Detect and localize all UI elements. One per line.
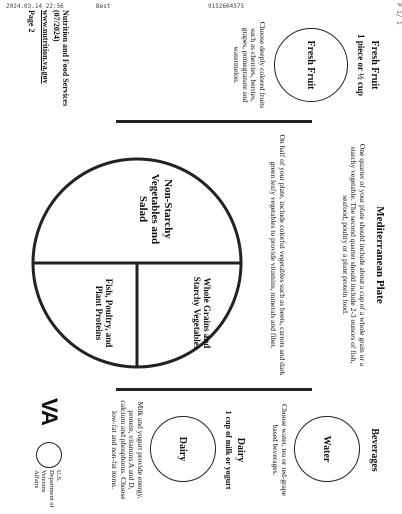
grains-label: Whole Grains and Starchy Vegetables — [191, 276, 212, 350]
fruit-subheading: 1 piece or ½ cup — [356, 33, 366, 97]
divider-left — [116, 120, 312, 123]
veg-note: On half of your plate, include colorful vegetables such as beets, carrots and dark green leafy vegetables to provide vitamins, minerals and fiber. — [269, 134, 287, 376]
va-logo: VA — [37, 398, 62, 425]
fruit-circle — [274, 28, 348, 102]
rotated-page — [4, 10, 396, 510]
beverages-description: Choose water, tea or red-grape based beverages. — [271, 404, 289, 496]
dairy-subheading: 1 cup of milk or yogurt — [224, 410, 233, 490]
plate-title: Mediterranean Plate — [374, 206, 386, 304]
fax-date: 2024.03.14 22:56 — [6, 3, 64, 10]
water-circle — [294, 416, 360, 482]
dairy-circle-label: Dairy — [177, 436, 189, 462]
fax-number: 9152604575 — [208, 3, 245, 10]
plate-section — [4, 122, 396, 388]
fax-sender: Best — [96, 3, 111, 10]
fruit-description: Choose deeply colored fruits such as cherries, berries, grapes, pomegranate and watermelon. — [232, 21, 267, 109]
fruit-circle-label: Fresh Fruit — [305, 40, 317, 90]
footer-org: Nutrition and Food Services (07/2024) — [51, 10, 70, 107]
plate-circle — [30, 156, 244, 370]
dairy-heading: Dairy — [235, 437, 246, 463]
va-seal-icon — [36, 442, 62, 468]
plate-intro: One quarter of your plate should include about a cup of a whole grain or a starchy vegetable. The second quarter should include 2-3 ounces of fish, seafood, poultry or a plant protein food. — [340, 143, 367, 367]
fax-page: P 1/ 1 — [395, 3, 402, 25]
divider-right — [116, 388, 312, 391]
fruit-section — [4, 10, 396, 120]
drinks-section — [4, 390, 396, 510]
footer-page: Page 2 — [27, 10, 36, 33]
protein-label: Fish, Poultry, and Plant Proteins — [93, 278, 114, 348]
dairy-description: Milk and yogurt provide energy, protein, vitamins A and D, calcium and phosphorus. Choose low-fat and non-fat items. — [110, 400, 145, 500]
fruit-heading: Fresh Fruit — [369, 40, 380, 90]
beverages-heading: Beverages — [369, 428, 380, 472]
veg-label: Non-Starchy Vegetables and Salad — [136, 173, 174, 245]
dairy-circle — [150, 416, 216, 482]
department-name: U.S. Department of Veterans Affairs — [32, 470, 62, 508]
water-circle-label: Water — [321, 435, 333, 463]
footer-url[interactable]: www.nutrition.va.gov — [41, 10, 50, 84]
